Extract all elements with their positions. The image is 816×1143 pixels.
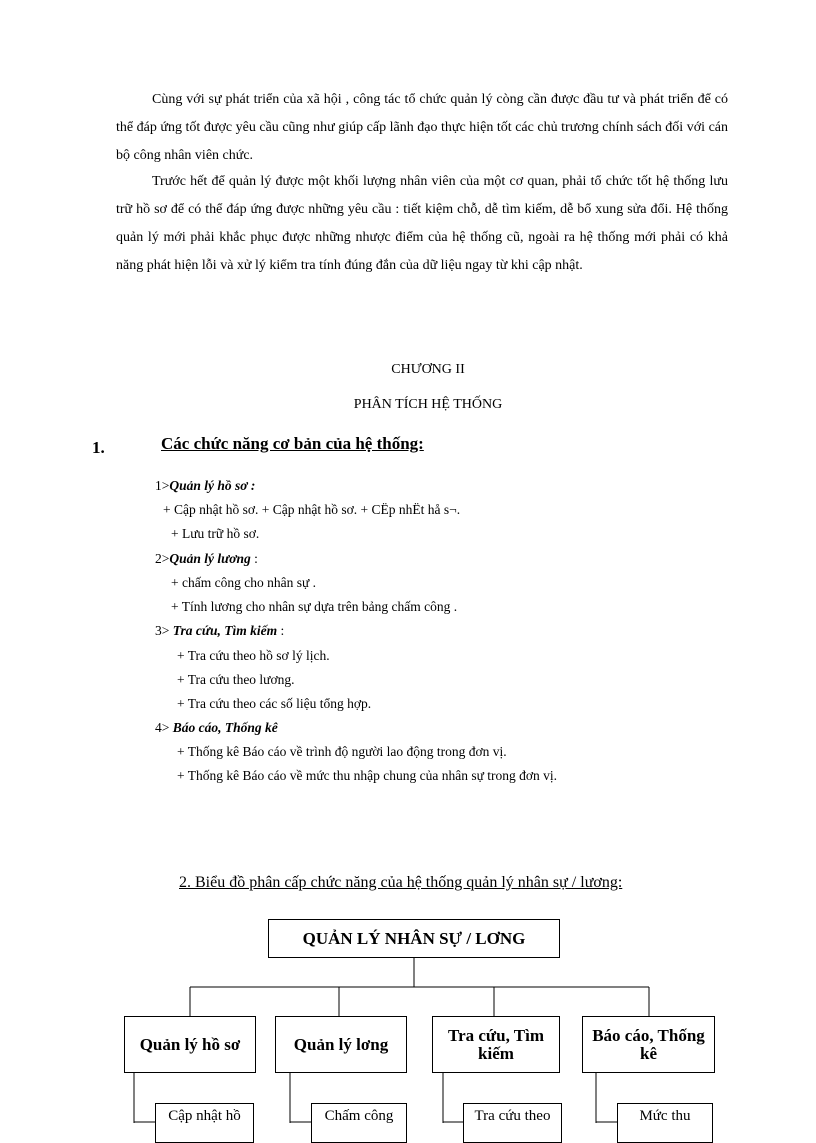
function-item: + Thống kê Báo cáo về mức thu nhập chung của nhân sự trong đơn vị. (177, 768, 558, 783)
diagram-leaf-cham-cong: Chấm công (311, 1103, 407, 1143)
diagram-leaf-cap-nhat: Cập nhật hồ (155, 1103, 254, 1143)
function-item: + Tra cứu theo các số liệu tổng hợp. (177, 696, 372, 711)
diagram-branch-bao-cao: Báo cáo, Thống kê (582, 1016, 715, 1073)
function-item: + Tính lương cho nhân sự dựa trên bảng chấm công . (171, 599, 458, 614)
diagram-branch-tra-cuu: Tra cứu, Tìm kiếm (432, 1016, 560, 1073)
function-3-prefix: 3> (155, 623, 173, 638)
section-2-title: 2. Biểu đồ phân cấp chức năng của hệ thống quản lý nhân sự / lương: (179, 874, 623, 891)
function-item: + Tra cứu theo hồ sơ lý lịch. (177, 648, 330, 663)
function-1-suffix: : (247, 478, 256, 493)
diagram-leaf-muc-thu: Mức thu (617, 1103, 713, 1143)
function-2-suffix: : (250, 551, 258, 566)
intro-paragraph-1-text: Cùng với sự phát triển của xã hội , công tác tổ chức quản lý còng cần được đầu tư và phát triển để có thể đáp ứng tốt được yêu cầu cũng như giúp cấp lãnh đạo thực hiện tốt các chủ trương chính sách đối với cán bộ công nhân viên chức. (116, 92, 728, 163)
function-item: + chấm công cho nhân sự . (171, 575, 317, 590)
function-2-prefix: 2> (155, 551, 170, 566)
intro-paragraph-2-text: Trước hết để quản lý được một khối lượng nhân viên của một cơ quan, phải tổ chức tốt hệ thống lưu trữ hồ sơ để có thể đáp ứng được những yêu cầu : tiết kiệm chỗ, dễ tìm kiếm, dễ bổ xung sửa đổi. Hệ thống quản lý mới phải khắc phục được những nhược điểm của hệ thống cũ, ngoài ra hệ thống mới phải có khả năng phát hiện lỗi và xử lý kiểm tra tính đúng đắn của dữ liệu ngay từ khi cập nhật. (116, 174, 728, 273)
diagram-leaf-tra-cuu: Tra cứu theo (463, 1103, 562, 1143)
chapter-label: CHƯƠNG II (391, 362, 465, 377)
section-1-number: 1. (92, 438, 105, 457)
function-item: + Thống kê Báo cáo về trình độ người lao động trong đơn vị. (177, 744, 507, 759)
section-1-title: Các chức năng cơ bản của hệ thống: (161, 434, 424, 453)
function-item: + Lưu trữ hồ sơ. (171, 526, 260, 541)
function-item: + Tra cứu theo lương. (177, 672, 295, 687)
function-item: + Cập nhật hồ sơ. + Cập nhật hồ sơ. + CËp nhËt hå s¬. (163, 502, 461, 517)
function-3-name: Tra cứu, Tìm kiếm (172, 623, 278, 638)
function-4-prefix: 4> (155, 720, 173, 735)
function-3-suffix: : (277, 623, 285, 638)
diagram-root-box: QUẢN LÝ NHÂN SỰ / LƠNG (268, 919, 560, 958)
function-4-name: Báo cáo, Thống kê (172, 720, 278, 735)
function-1-name: Quản lý hồ sơ (169, 478, 248, 493)
function-2-name: Quản lý lương (169, 551, 251, 566)
diagram-branch-luong: Quản lý lơng (275, 1016, 407, 1073)
chapter-title: PHÂN TÍCH HỆ THỐNG (353, 397, 503, 412)
diagram-branch-ho-so: Quản lý hồ sơ (124, 1016, 256, 1073)
function-1-prefix: 1> (155, 478, 170, 493)
